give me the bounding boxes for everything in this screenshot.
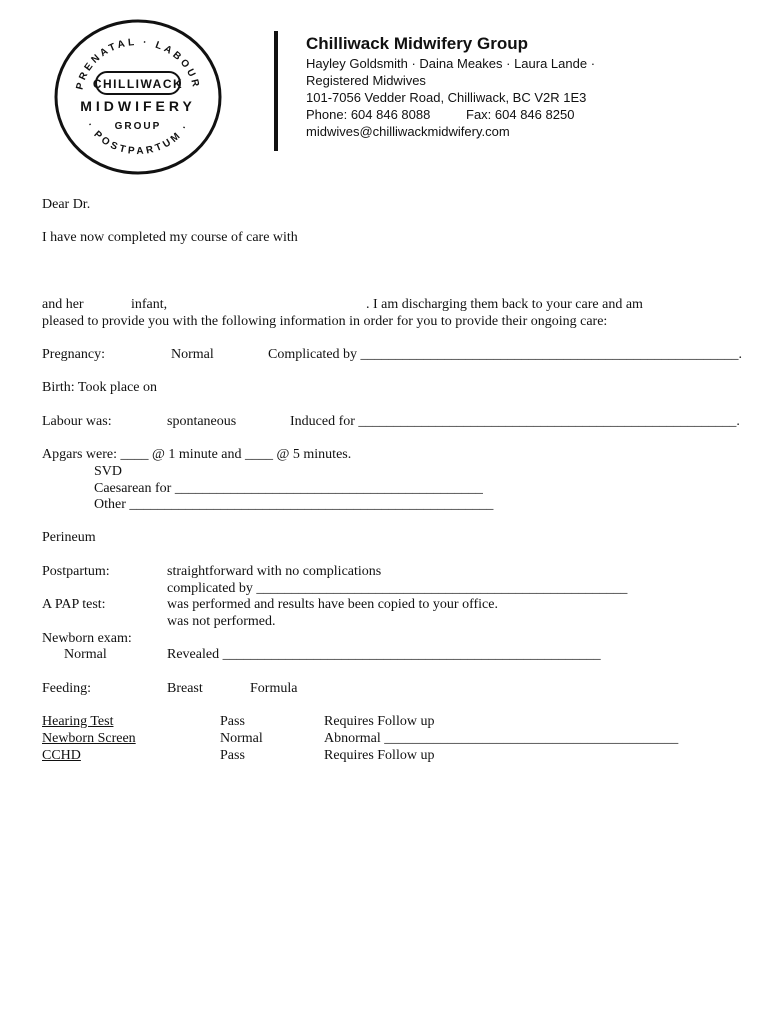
salutation: Dear Dr.	[42, 197, 91, 212]
feeding-label: Feeding:	[42, 681, 91, 696]
postpartum-complicated: complicated by _____________________________________________________	[167, 581, 628, 596]
other: Other ____________________________________________________	[94, 497, 494, 512]
labour-label: Labour was:	[42, 414, 112, 429]
midwifery-logo	[52, 18, 224, 176]
cchd-follow-up: Requires Follow up	[324, 748, 435, 763]
newborn-normal: Normal	[64, 647, 107, 662]
hearing-pass: Pass	[220, 714, 245, 729]
logo-arc-bottom: · POSTPARTUM ·	[83, 120, 193, 158]
fax: Fax: 604 846 8250	[466, 107, 575, 122]
discharge-line-2: pleased to provide you with the following information in order for you to provide their ongoing care:	[42, 314, 608, 329]
address: 101-7056 Vedder Road, Chilliwack, BC V2R 1E3	[306, 90, 587, 105]
org-name: Chilliwack Midwifery Group	[306, 34, 528, 53]
postpartum-label: Postpartum:	[42, 564, 110, 579]
intro-line: I have now completed my course of care with	[42, 230, 298, 245]
newborn-screen-label: Newborn Screen	[42, 731, 136, 746]
email: midwives@chilliwackmidwifery.com	[306, 124, 510, 139]
labour-spontaneous: spontaneous	[167, 414, 237, 429]
feeding-formula: Formula	[250, 681, 298, 696]
cchd-pass: Pass	[220, 748, 245, 763]
screen-abnormal: Abnormal __________________________________________	[324, 731, 679, 746]
perineum: Perineum	[42, 530, 96, 545]
screen-normal: Normal	[220, 731, 263, 746]
pregnancy-label: Pregnancy:	[42, 347, 105, 362]
apgars-line: Apgars were: ____ @ 1 minute and ____ @ 5 minutes.	[42, 447, 352, 462]
logo-line1: CHILLIWACK	[92, 77, 184, 91]
newborn-label: Newborn exam:	[42, 631, 132, 646]
caesarean: Caesarean for ____________________________________________	[94, 481, 483, 496]
infant: infant,	[131, 297, 168, 312]
pap-performed: was performed and results have been copied to your office.	[167, 597, 498, 612]
postpartum-straightforward: straightforward with no complications	[167, 564, 382, 579]
phone: Phone: 604 846 8088	[306, 107, 431, 122]
pregnancy-complicated: Complicated by ______________________________________________________.	[268, 347, 743, 362]
hearing-follow-up: Requires Follow up	[324, 714, 435, 729]
feeding-breast: Breast	[167, 681, 203, 696]
logo-arc-top: PRENATAL · LABOUR	[74, 36, 202, 91]
header-divider	[274, 31, 278, 151]
pap-not-performed: was not performed.	[167, 614, 276, 629]
svd: SVD	[94, 464, 123, 479]
cchd-label: CCHD	[42, 748, 81, 763]
midwives-title: Registered Midwives	[306, 73, 426, 88]
logo-line2: MIDWIFERY	[80, 98, 196, 114]
newborn-revealed: Revealed ______________________________________________________	[167, 647, 601, 662]
labour-induced: Induced for ______________________________________________________.	[290, 414, 740, 429]
logo-line3: GROUP	[114, 121, 162, 132]
hearing-test-label: Hearing Test	[42, 714, 114, 729]
pap-label: A PAP test:	[42, 597, 106, 612]
birth-line: Birth: Took place on	[42, 380, 158, 395]
discharge-line-1: . I am discharging them back to your care and am	[366, 297, 643, 312]
and-her: and her	[42, 297, 84, 312]
midwives-names: Hayley Goldsmith · Daina Meakes · Laura Lande ·	[306, 56, 596, 71]
pregnancy-normal: Normal	[171, 347, 214, 362]
